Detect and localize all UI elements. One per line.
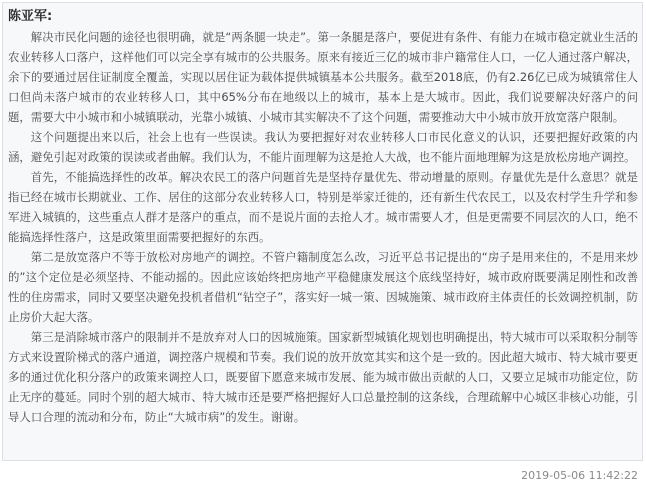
paragraph: 首先，不能搞选择性的改革。解决农民工的落户问题首先是坚持存量优先、带动增量的原则。存量优先是什么意思？就是指已经在城市长期就业、工作、居住的这部分农业转移人口，特别是举家迁徙的，还有新生代农民工，以及农村学生升学和参军进入城镇的，这些重点人群才是落户的重点，而不是说片面的去抢人才。城市需要人才，但是更需要不同层次的人口，绝不能搞选择性落户，这是政策里面需要把握好的东西。 xyxy=(8,170,638,244)
paragraph: 第三是消除城市落户的限制并不是放弃对人口的因城施策。国家新型城镇化规划也明确提出，特大城市可以采取积分制等方式来设置阶梯式的落户通道，调控落户规模和节奏。我们说的放开放宽其实和这个是一致的。因此超大城市、特大城市要更多的通过优化积分落户的政策来调控人口，既要留下愿意来城市发展、能为城市做出贡献的人口，又要立足城市功能定位，防止无序的蔓延。同时个别的超大城市、特大城市还是要严格把握好人口总量控制的这条线，合理疏解中心城区非核心功能，引导人口合理的流动和分布，防止“大城市病”的发生。谢谢。 xyxy=(8,330,638,424)
transcript-content xyxy=(8,27,638,427)
paragraph: 解决市民化问题的途径也很明确，就是“两条腿一块走”。第一条腿是落户，要促进有条件、有能力在城市稳定就业生活的农业转移人口落户，这样他们可以完全享有城市的公共服务。原来有接近三亿的城市非户籍常住人口，一亿人通过落户解决，余下的要通过居住证制度全覆盖，实现以居住证为载体提供城镇基本公共服务。截至2018底，仍有2.26亿已成为城镇常住人口但尚未落户城市的农业转移人口，其中65%分布在地级以上的城市，基本上是大城市。因此，我们说要解决好落户的问题，需要大中小城市和小城镇联动，光靠小城镇、小城市其实解决不了这个问题，需要推动大中小城市放开放宽落户限制。 xyxy=(8,30,638,124)
transcript-panel xyxy=(2,2,643,461)
paragraph: 这个问题提出来以后，社会上也有一些误读。我认为要把握好对农业转移人口市民化意义的认识，还要把握好政策的内涵，避免引起对政策的误读或者曲解。我们认为，不能片面理解为这是抢人大战，也不能片面地理解为这是放松房地产调控。 xyxy=(8,130,638,164)
speaker-label: 陈亚军: xyxy=(8,9,53,24)
timestamp: 2019-05-06 11:42:22 xyxy=(521,469,638,482)
paragraph: 第二是放宽落户不等于放松对房地产的调控。不管户籍制度怎么改，习近平总书记提出的“房子是用来住的，不是用来炒的”这个定位是必须坚持、不能动摇的。因此应该始终把房地产平稳健康发展这个底线坚持好，城市政府既要满足刚性和改善性的住房需求，同时又要坚决避免投机者借机“钻空子”，落实好一城一策、因城施策、城市政府主体责任的长效调控机制，防止房价大起大落。 xyxy=(8,250,638,324)
